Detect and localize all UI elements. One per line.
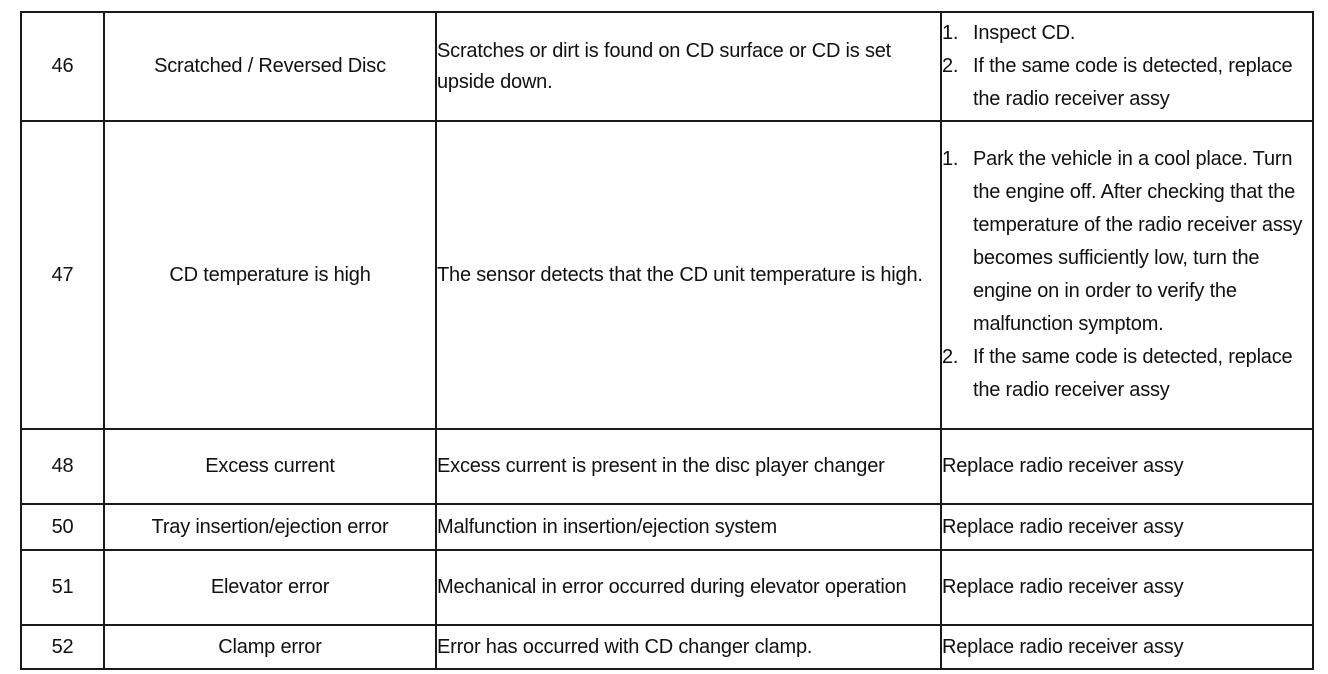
step-number: 2. [942,55,959,77]
table-row [21,429,1313,504]
trouble-area: Replace radio receiver assy [941,429,1313,504]
detection-item: Clamp error [104,625,436,669]
detection-condition: Excess current is present in the disc player changer [436,429,941,504]
step-number: 2. [942,346,959,368]
step-number: 1. [942,22,959,44]
detection-item: Elevator error [104,550,436,625]
step-text: Inspect CD. [973,22,1076,44]
step-item [942,341,1312,407]
table-row [21,504,1313,550]
step-item [942,17,1312,50]
step-text: Park the vehicle in a cool place. Turn the engine off. After checking that the temperature of the radio receiver assy becomes sufficiently low, turn the engine on in order to verify the malfunction symptom. [973,148,1303,335]
step-item [942,50,1312,116]
trouble-area [941,121,1313,429]
dtc-code: 52 [21,625,104,669]
detection-item: Scratched / Reversed Disc [104,12,436,121]
trouble-area: Replace radio receiver assy [941,550,1313,625]
step-item [942,143,1312,341]
table-row [21,550,1313,625]
trouble-area: Replace radio receiver assy [941,504,1313,550]
detection-item: CD temperature is high [104,121,436,429]
trouble-area: Replace radio receiver assy [941,625,1313,669]
table-row [21,121,1313,429]
detection-condition: Mechanical in error occurred during elevator operation [436,550,941,625]
table-row [21,12,1313,121]
detection-item: Excess current [104,429,436,504]
detection-condition: Scratches or dirt is found on CD surface or CD is set upside down. [436,12,941,121]
dtc-code: 50 [21,504,104,550]
dtc-code: 51 [21,550,104,625]
detection-condition: Error has occurred with CD changer clamp. [436,625,941,669]
trouble-area [941,12,1313,121]
step-list [942,17,1312,116]
step-text: If the same code is detected, replace the radio receiver assy [973,346,1293,401]
dtc-table [20,11,1314,670]
detection-condition: Malfunction in insertion/ejection system [436,504,941,550]
step-number: 1. [942,148,959,170]
step-list [942,143,1312,407]
dtc-code: 47 [21,121,104,429]
table-row [21,625,1313,669]
dtc-code: 46 [21,12,104,121]
step-text: If the same code is detected, replace the radio receiver assy [973,55,1293,110]
detection-condition: The sensor detects that the CD unit temperature is high. [436,121,941,429]
dtc-code: 48 [21,429,104,504]
detection-item: Tray insertion/ejection error [104,504,436,550]
